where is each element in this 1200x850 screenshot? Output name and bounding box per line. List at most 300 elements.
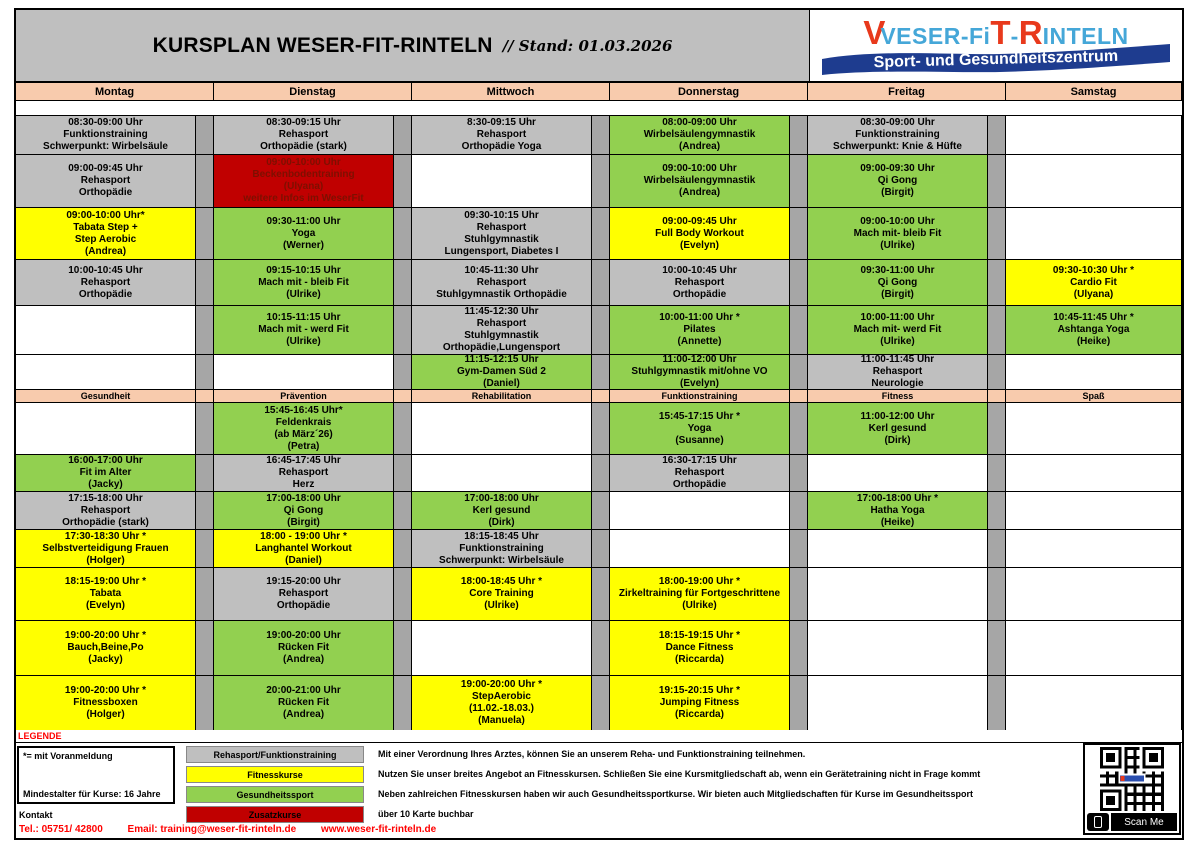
course-line: 11:00-11:45 Uhr bbox=[860, 354, 935, 365]
column-spacer bbox=[988, 568, 1006, 621]
column-spacer bbox=[988, 676, 1006, 731]
empty-cell bbox=[808, 676, 988, 731]
column-spacer bbox=[988, 208, 1006, 260]
empty-cell bbox=[1006, 568, 1182, 621]
course-line: Rehasport bbox=[476, 129, 527, 140]
course-line: Stuhlgymnastik Orthopädie bbox=[436, 288, 567, 300]
column-spacer bbox=[790, 492, 808, 530]
course-line: 08:30-09:00 Uhr bbox=[860, 117, 935, 128]
course-cell bbox=[610, 355, 790, 390]
course-line: 17:00-18:00 Uhr bbox=[464, 492, 539, 504]
empty-cell bbox=[808, 568, 988, 621]
course-line: Kerl gesund bbox=[868, 422, 927, 434]
course-line: (Jacky) bbox=[88, 479, 123, 490]
course-line: 11:00-12:00 Uhr bbox=[662, 354, 737, 365]
legend-category-row bbox=[186, 806, 980, 823]
course-line: Rehasport bbox=[80, 504, 131, 516]
course-line: Neurologie bbox=[871, 378, 924, 389]
column-spacer bbox=[196, 260, 214, 306]
page-title: KURSPLAN WESER-FIT-RINTELN bbox=[152, 33, 493, 57]
legende-strip: LEGENDE bbox=[16, 730, 1182, 743]
course-line: Tabata Step + bbox=[73, 221, 138, 233]
course-line: Rehasport bbox=[476, 221, 527, 233]
course-line: Cardio Fit bbox=[1070, 276, 1117, 288]
course-line: Rehasport bbox=[278, 588, 329, 599]
empty-cell bbox=[1006, 530, 1182, 568]
note-min-age: Mindestalter für Kurse: 16 Jahre bbox=[23, 789, 161, 799]
course-cell bbox=[808, 155, 988, 208]
logo-banner bbox=[820, 42, 1172, 76]
course-line: Rücken Fit bbox=[277, 642, 330, 653]
course-line: (Birgit) bbox=[881, 187, 914, 198]
course-line: (Andrea) bbox=[282, 654, 325, 665]
empty-cell bbox=[412, 403, 592, 455]
course-line: 09:30-11:00 Uhr bbox=[266, 215, 341, 227]
course-line: 10:45-11:30 Uhr bbox=[464, 264, 539, 276]
column-spacer bbox=[394, 403, 412, 455]
course-cell bbox=[610, 208, 790, 260]
course-line: 18:15-19:00 Uhr * bbox=[64, 576, 147, 587]
logo-letter-segment: INTELN bbox=[1042, 22, 1129, 49]
course-line: 19:00-20:00 Uhr bbox=[266, 630, 341, 641]
course-line: (Andrea) bbox=[84, 245, 127, 257]
empty-cell bbox=[1006, 155, 1182, 208]
course-line: Hatha Yoga bbox=[870, 504, 925, 516]
column-spacer bbox=[394, 260, 412, 306]
column-spacer bbox=[790, 676, 808, 731]
course-line: 16:00-17:00 Uhr bbox=[68, 455, 143, 466]
course-line: Orthopädie bbox=[78, 288, 133, 300]
empty-cell bbox=[1006, 621, 1182, 676]
column-spacer bbox=[592, 455, 610, 492]
legend-category-row bbox=[186, 786, 980, 803]
column-spacer bbox=[592, 208, 610, 260]
course-line: Yoga bbox=[291, 227, 316, 239]
course-line: Herz bbox=[292, 479, 315, 490]
stand-date: // Stand: 01.03.2026 bbox=[502, 36, 673, 55]
course-cell bbox=[214, 492, 394, 530]
empty-cell bbox=[610, 530, 790, 568]
course-line: (Daniel) bbox=[483, 378, 520, 389]
course-line: (Andrea) bbox=[678, 187, 721, 198]
course-cell bbox=[610, 455, 790, 492]
column-spacer bbox=[394, 355, 412, 390]
course-line: Beckenbodentraining bbox=[252, 169, 355, 180]
course-cell bbox=[16, 455, 196, 492]
day-header-dienstag: Dienstag bbox=[214, 82, 412, 101]
column-spacer bbox=[988, 260, 1006, 306]
section-band-spacer bbox=[196, 390, 214, 403]
course-cell bbox=[214, 621, 394, 676]
empty-cell bbox=[16, 403, 196, 455]
course-line: (Daniel) bbox=[285, 554, 322, 566]
course-line: Langhantel Workout bbox=[255, 542, 352, 554]
course-line: Wirbelsäulengymnastik bbox=[643, 129, 756, 140]
column-spacer bbox=[592, 306, 610, 355]
scan-me-label: Scan Me bbox=[1111, 813, 1177, 831]
course-cell bbox=[16, 208, 196, 260]
section-band-spacer bbox=[592, 390, 610, 403]
course-line: 09:00-10:00 Uhr bbox=[662, 163, 737, 174]
course-line: 09:00-09:30 Uhr bbox=[860, 163, 935, 174]
day-header-row bbox=[16, 82, 1182, 101]
column-spacer bbox=[394, 455, 412, 492]
course-line: (Jacky) bbox=[88, 654, 123, 665]
course-line: 15:45-16:45 Uhr* bbox=[264, 404, 343, 416]
course-line: 17:00-18:00 Uhr * bbox=[856, 492, 939, 504]
course-line: Stuhlgymnastik bbox=[464, 233, 539, 245]
legend-swatch-yellow: Fitnesskurse bbox=[186, 766, 364, 783]
empty-cell bbox=[16, 355, 196, 390]
column-spacer bbox=[196, 621, 214, 676]
course-cell bbox=[808, 306, 988, 355]
course-line: Funktionstraining bbox=[63, 129, 148, 140]
kontakt-label: Kontakt bbox=[19, 810, 53, 820]
column-spacer bbox=[196, 530, 214, 568]
column-spacer bbox=[394, 530, 412, 568]
column-spacer bbox=[592, 403, 610, 455]
section-band-spacer bbox=[988, 390, 1006, 403]
course-line: StepAerobic bbox=[472, 691, 531, 702]
column-spacer bbox=[790, 403, 808, 455]
course-line: (Ulrike) bbox=[682, 600, 717, 611]
course-cell bbox=[808, 116, 988, 155]
course-line: 17:00-18:00 Uhr bbox=[266, 492, 341, 504]
section-label-donnerstag: Funktionstraining bbox=[610, 390, 790, 403]
course-cell bbox=[16, 568, 196, 621]
course-line: (Ulyana) bbox=[283, 181, 324, 192]
course-line: 19:15-20:00 Uhr bbox=[266, 576, 341, 587]
course-cell bbox=[412, 306, 592, 355]
course-line: Yoga bbox=[687, 422, 712, 434]
column-spacer bbox=[790, 116, 808, 155]
column-spacer bbox=[592, 676, 610, 731]
column-spacer bbox=[790, 208, 808, 260]
course-cell bbox=[16, 676, 196, 731]
course-line: 10:00-10:45 Uhr bbox=[68, 264, 143, 276]
course-line: (Heike) bbox=[880, 516, 915, 528]
empty-cell bbox=[1006, 403, 1182, 455]
empty-cell bbox=[808, 530, 988, 568]
column-spacer bbox=[196, 208, 214, 260]
course-line: Rehasport bbox=[674, 467, 725, 478]
column-spacer bbox=[394, 492, 412, 530]
legend-category-row bbox=[186, 746, 980, 763]
day-header-freitag: Freitag bbox=[808, 82, 1006, 101]
course-line: (Petra) bbox=[287, 440, 320, 452]
course-line: Gym-Damen Süd 2 bbox=[457, 366, 546, 377]
course-line: Mach mit- werd Fit bbox=[853, 324, 942, 335]
course-line: Rehasport bbox=[476, 276, 527, 288]
course-line: (Birgit) bbox=[881, 288, 914, 300]
course-line: Rehasport bbox=[80, 276, 131, 288]
course-cell bbox=[610, 568, 790, 621]
contact-email: Email: training@weser-fit-rinteln.de bbox=[127, 824, 297, 835]
course-line: 19:15-20:15 Uhr * bbox=[658, 685, 741, 696]
course-line: Tabata bbox=[89, 588, 122, 599]
course-cell bbox=[610, 621, 790, 676]
course-line: (Riccarda) bbox=[675, 654, 724, 665]
course-line: Step Aerobic bbox=[74, 233, 137, 245]
column-spacer bbox=[196, 492, 214, 530]
course-line: 08:30-09:15 Uhr bbox=[266, 117, 341, 128]
empty-cell bbox=[1006, 116, 1182, 155]
empty-cell bbox=[1006, 492, 1182, 530]
column-spacer bbox=[988, 492, 1006, 530]
column-spacer bbox=[196, 355, 214, 390]
course-line: 10:45-11:45 Uhr * bbox=[1053, 312, 1134, 323]
course-line: Rehasport bbox=[674, 276, 725, 288]
course-line: Rehasport bbox=[476, 318, 527, 329]
course-line: 09:00-09:45 Uhr bbox=[68, 163, 143, 174]
course-cell bbox=[412, 208, 592, 260]
poster-frame bbox=[14, 8, 1184, 840]
logo-letter-segment: R bbox=[1018, 13, 1043, 51]
course-line: (Ulrike) bbox=[484, 600, 519, 611]
column-spacer bbox=[790, 621, 808, 676]
column-spacer bbox=[592, 621, 610, 676]
column-spacer bbox=[394, 306, 412, 355]
legend-swatch-red: Zusatzkurse bbox=[186, 806, 364, 823]
course-line: Qi Gong bbox=[283, 504, 324, 516]
logo-letter-segment: - bbox=[1010, 22, 1019, 49]
course-line: Fitnessboxen bbox=[73, 697, 138, 708]
section-band-spacer bbox=[394, 390, 412, 403]
column-spacer bbox=[196, 455, 214, 492]
course-line: Orthopädie bbox=[672, 288, 727, 300]
course-line: Mach mit- bleib Fit bbox=[853, 227, 942, 239]
course-line: 18:15-19:15 Uhr * bbox=[658, 630, 741, 641]
course-line: 19:00-20:00 Uhr * bbox=[460, 679, 543, 690]
course-line: 8:30-09:15 Uhr bbox=[467, 117, 536, 128]
column-spacer bbox=[988, 621, 1006, 676]
section-label-dienstag: Prävention bbox=[214, 390, 394, 403]
section-band-spacer bbox=[790, 390, 808, 403]
course-line: Wirbelsäulengymnastik bbox=[643, 175, 756, 186]
course-line: (Heike) bbox=[1076, 336, 1111, 347]
course-line: 10:00-11:00 Uhr bbox=[860, 312, 935, 323]
day-header-mittwoch: Mittwoch bbox=[412, 82, 610, 101]
course-line: 18:00-18:45 Uhr * bbox=[460, 576, 543, 587]
schedule-grid bbox=[16, 115, 1182, 731]
course-line: 08:00-09:00 Uhr bbox=[662, 117, 737, 128]
course-line: (11.02.-18.03.) bbox=[468, 703, 535, 714]
legend-swatch-green: Gesundheitssport bbox=[186, 786, 364, 803]
legend-area bbox=[16, 743, 1182, 838]
course-line: (Ulrike) bbox=[880, 239, 915, 251]
course-line: 09:30-10:30 Uhr * bbox=[1052, 264, 1135, 276]
logo-letter-segment: VESER-Fi bbox=[880, 22, 991, 49]
course-cell bbox=[16, 155, 196, 208]
course-line: 15:45-17:15 Uhr * bbox=[658, 410, 741, 422]
legend-category-desc: über 10 Karte buchbar bbox=[378, 809, 474, 819]
course-cell bbox=[610, 403, 790, 455]
course-line: 08:30-09:00 Uhr bbox=[68, 117, 143, 128]
course-line: Rehasport bbox=[278, 129, 329, 140]
course-line: Orthopädie bbox=[78, 187, 133, 198]
course-line: Lungensport, Diabetes I bbox=[444, 245, 559, 257]
logo-letter-segment: T bbox=[990, 13, 1011, 51]
column-spacer bbox=[196, 568, 214, 621]
course-line: weitere Infos im WeserFit bbox=[243, 193, 364, 204]
column-spacer bbox=[988, 530, 1006, 568]
course-line: 16:30-17:15 Uhr bbox=[662, 455, 737, 466]
course-line: (Evelyn) bbox=[680, 378, 719, 389]
course-cell bbox=[412, 116, 592, 155]
course-line: Kerl gesund bbox=[472, 504, 531, 516]
course-line: Funktionstraining bbox=[855, 129, 940, 140]
column-spacer bbox=[592, 492, 610, 530]
course-cell bbox=[16, 530, 196, 568]
course-line: 09:00-10:00 Uhr* bbox=[66, 209, 145, 221]
day-header-donnerstag: Donnerstag bbox=[610, 82, 808, 101]
day-header-samstag: Samstag bbox=[1006, 82, 1182, 101]
course-cell bbox=[214, 260, 394, 306]
column-spacer bbox=[592, 260, 610, 306]
course-line: (Dirk) bbox=[884, 434, 911, 446]
column-spacer bbox=[592, 568, 610, 621]
section-label-montag: Gesundheit bbox=[16, 390, 196, 403]
column-spacer bbox=[988, 355, 1006, 390]
column-spacer bbox=[790, 355, 808, 390]
course-cell bbox=[1006, 260, 1182, 306]
empty-cell bbox=[16, 306, 196, 355]
column-spacer bbox=[790, 155, 808, 208]
course-line: Schwerpunkt: Wirbelsäule bbox=[439, 554, 564, 566]
column-spacer bbox=[988, 306, 1006, 355]
column-spacer bbox=[592, 155, 610, 208]
legend-swatch-gray: Rehasport/Funktionstraining bbox=[186, 746, 364, 763]
course-line: 09:15-10:15 Uhr bbox=[266, 264, 341, 276]
legend-category-desc: Mit einer Verordnung Ihres Arztes, können Sie an unserem Reha- und Funktionstraining teilnehmen. bbox=[378, 749, 806, 759]
course-cell bbox=[214, 155, 394, 208]
course-line: 16:45-17:45 Uhr bbox=[266, 455, 341, 466]
course-line: 18:00-19:00 Uhr * bbox=[658, 576, 741, 587]
course-line: (Manuela) bbox=[478, 715, 525, 726]
course-line: (Annette) bbox=[677, 336, 722, 347]
course-line: Orthopädie (stark) bbox=[62, 516, 149, 528]
course-cell bbox=[610, 116, 790, 155]
course-cell bbox=[610, 155, 790, 208]
course-cell bbox=[412, 260, 592, 306]
course-line: 18:00 - 19:00 Uhr * bbox=[260, 530, 347, 542]
header bbox=[16, 10, 1182, 82]
course-line: Zirkeltraining für Fortgeschrittene bbox=[618, 588, 781, 599]
course-cell bbox=[214, 116, 394, 155]
course-line: (Andrea) bbox=[282, 709, 325, 720]
course-cell bbox=[808, 492, 988, 530]
course-cell bbox=[412, 676, 592, 731]
course-line: Jumping Fitness bbox=[659, 697, 740, 708]
empty-cell bbox=[412, 455, 592, 492]
course-line: Orthopädie bbox=[672, 479, 727, 490]
day-header-montag: Montag bbox=[16, 82, 214, 101]
course-line: (Birgit) bbox=[287, 516, 320, 528]
course-line: (Ulrike) bbox=[286, 288, 321, 300]
course-line: Pilates bbox=[683, 324, 716, 335]
course-cell bbox=[214, 568, 394, 621]
course-cell bbox=[1006, 306, 1182, 355]
course-line: 11:00-12:00 Uhr bbox=[860, 410, 935, 422]
course-cell bbox=[16, 116, 196, 155]
course-line: Stuhlgymnastik mit/ohne VO bbox=[631, 366, 768, 377]
course-line: Core Training bbox=[469, 588, 534, 599]
course-line: 09:30-11:00 Uhr bbox=[860, 264, 935, 276]
course-line: Mach mit - bleib Fit bbox=[258, 276, 349, 288]
legend-category-row bbox=[186, 766, 980, 783]
empty-cell bbox=[808, 455, 988, 492]
course-line: Bauch,Beine,Po bbox=[67, 642, 144, 653]
column-spacer bbox=[196, 676, 214, 731]
column-spacer bbox=[592, 116, 610, 155]
section-label-samstag: Spaß bbox=[1006, 390, 1182, 403]
column-spacer bbox=[394, 676, 412, 731]
empty-cell bbox=[1006, 355, 1182, 390]
column-spacer bbox=[394, 621, 412, 676]
course-cell bbox=[412, 355, 592, 390]
course-cell bbox=[610, 306, 790, 355]
empty-cell bbox=[808, 621, 988, 676]
course-cell bbox=[412, 492, 592, 530]
qr-strip bbox=[1087, 813, 1177, 831]
course-line: 10:00-10:45 Uhr bbox=[662, 264, 737, 276]
empty-cell bbox=[1006, 455, 1182, 492]
course-line: Ashtanga Yoga bbox=[1057, 324, 1130, 335]
empty-cell bbox=[1006, 676, 1182, 731]
column-spacer bbox=[790, 530, 808, 568]
course-line: Mach mit - werd Fit bbox=[258, 324, 349, 335]
column-spacer bbox=[196, 306, 214, 355]
column-spacer bbox=[790, 455, 808, 492]
course-cell bbox=[214, 306, 394, 355]
column-spacer bbox=[988, 116, 1006, 155]
column-spacer bbox=[394, 208, 412, 260]
legend-category-desc: Nutzen Sie unser breites Angebot an Fitnesskursen. Schließen Sie eine Kursmitgliedschaft ab, wenn ein Gerätetraining nicht in Frage kommt bbox=[378, 769, 981, 779]
column-spacer bbox=[790, 306, 808, 355]
column-spacer bbox=[790, 568, 808, 621]
course-line: Schwerpunkt: Knie & Hüfte bbox=[833, 141, 962, 152]
contact-tel: Tel.: 05751/ 42800 bbox=[19, 824, 103, 835]
phone-icon bbox=[1087, 813, 1109, 831]
course-line: 09:30-10:15 Uhr bbox=[464, 209, 539, 221]
course-line: 17:15-18:00 Uhr bbox=[68, 492, 143, 504]
course-line: 09:00-10:00 Uhr bbox=[860, 215, 935, 227]
course-cell bbox=[808, 208, 988, 260]
column-spacer bbox=[592, 530, 610, 568]
course-line: 10:15-11:15 Uhr bbox=[266, 312, 341, 323]
course-line: Schwerpunkt: Wirbelsäule bbox=[43, 141, 168, 152]
logo bbox=[810, 10, 1182, 82]
course-line: (Ulrike) bbox=[880, 336, 915, 347]
course-line: (Susanne) bbox=[675, 434, 724, 446]
section-label-mittwoch: Rehabilitation bbox=[412, 390, 592, 403]
course-line: Qi Gong bbox=[877, 175, 918, 186]
course-line: (Ulyana) bbox=[1073, 288, 1114, 300]
course-cell bbox=[610, 676, 790, 731]
course-line: 11:15-12:15 Uhr bbox=[464, 354, 539, 365]
course-cell bbox=[16, 621, 196, 676]
course-line: (Holger) bbox=[86, 554, 125, 566]
course-line: 19:00-20:00 Uhr * bbox=[64, 685, 147, 696]
course-line: Stuhlgymnastik bbox=[464, 330, 539, 341]
course-line: 10:00-11:00 Uhr * bbox=[659, 312, 740, 323]
course-line: Orthopädie (stark) bbox=[260, 141, 347, 152]
legend-categories bbox=[186, 746, 980, 826]
course-cell bbox=[214, 208, 394, 260]
course-line: 11:45-12:30 Uhr bbox=[464, 306, 539, 317]
column-spacer bbox=[196, 116, 214, 155]
course-line: (Holger) bbox=[86, 709, 125, 720]
